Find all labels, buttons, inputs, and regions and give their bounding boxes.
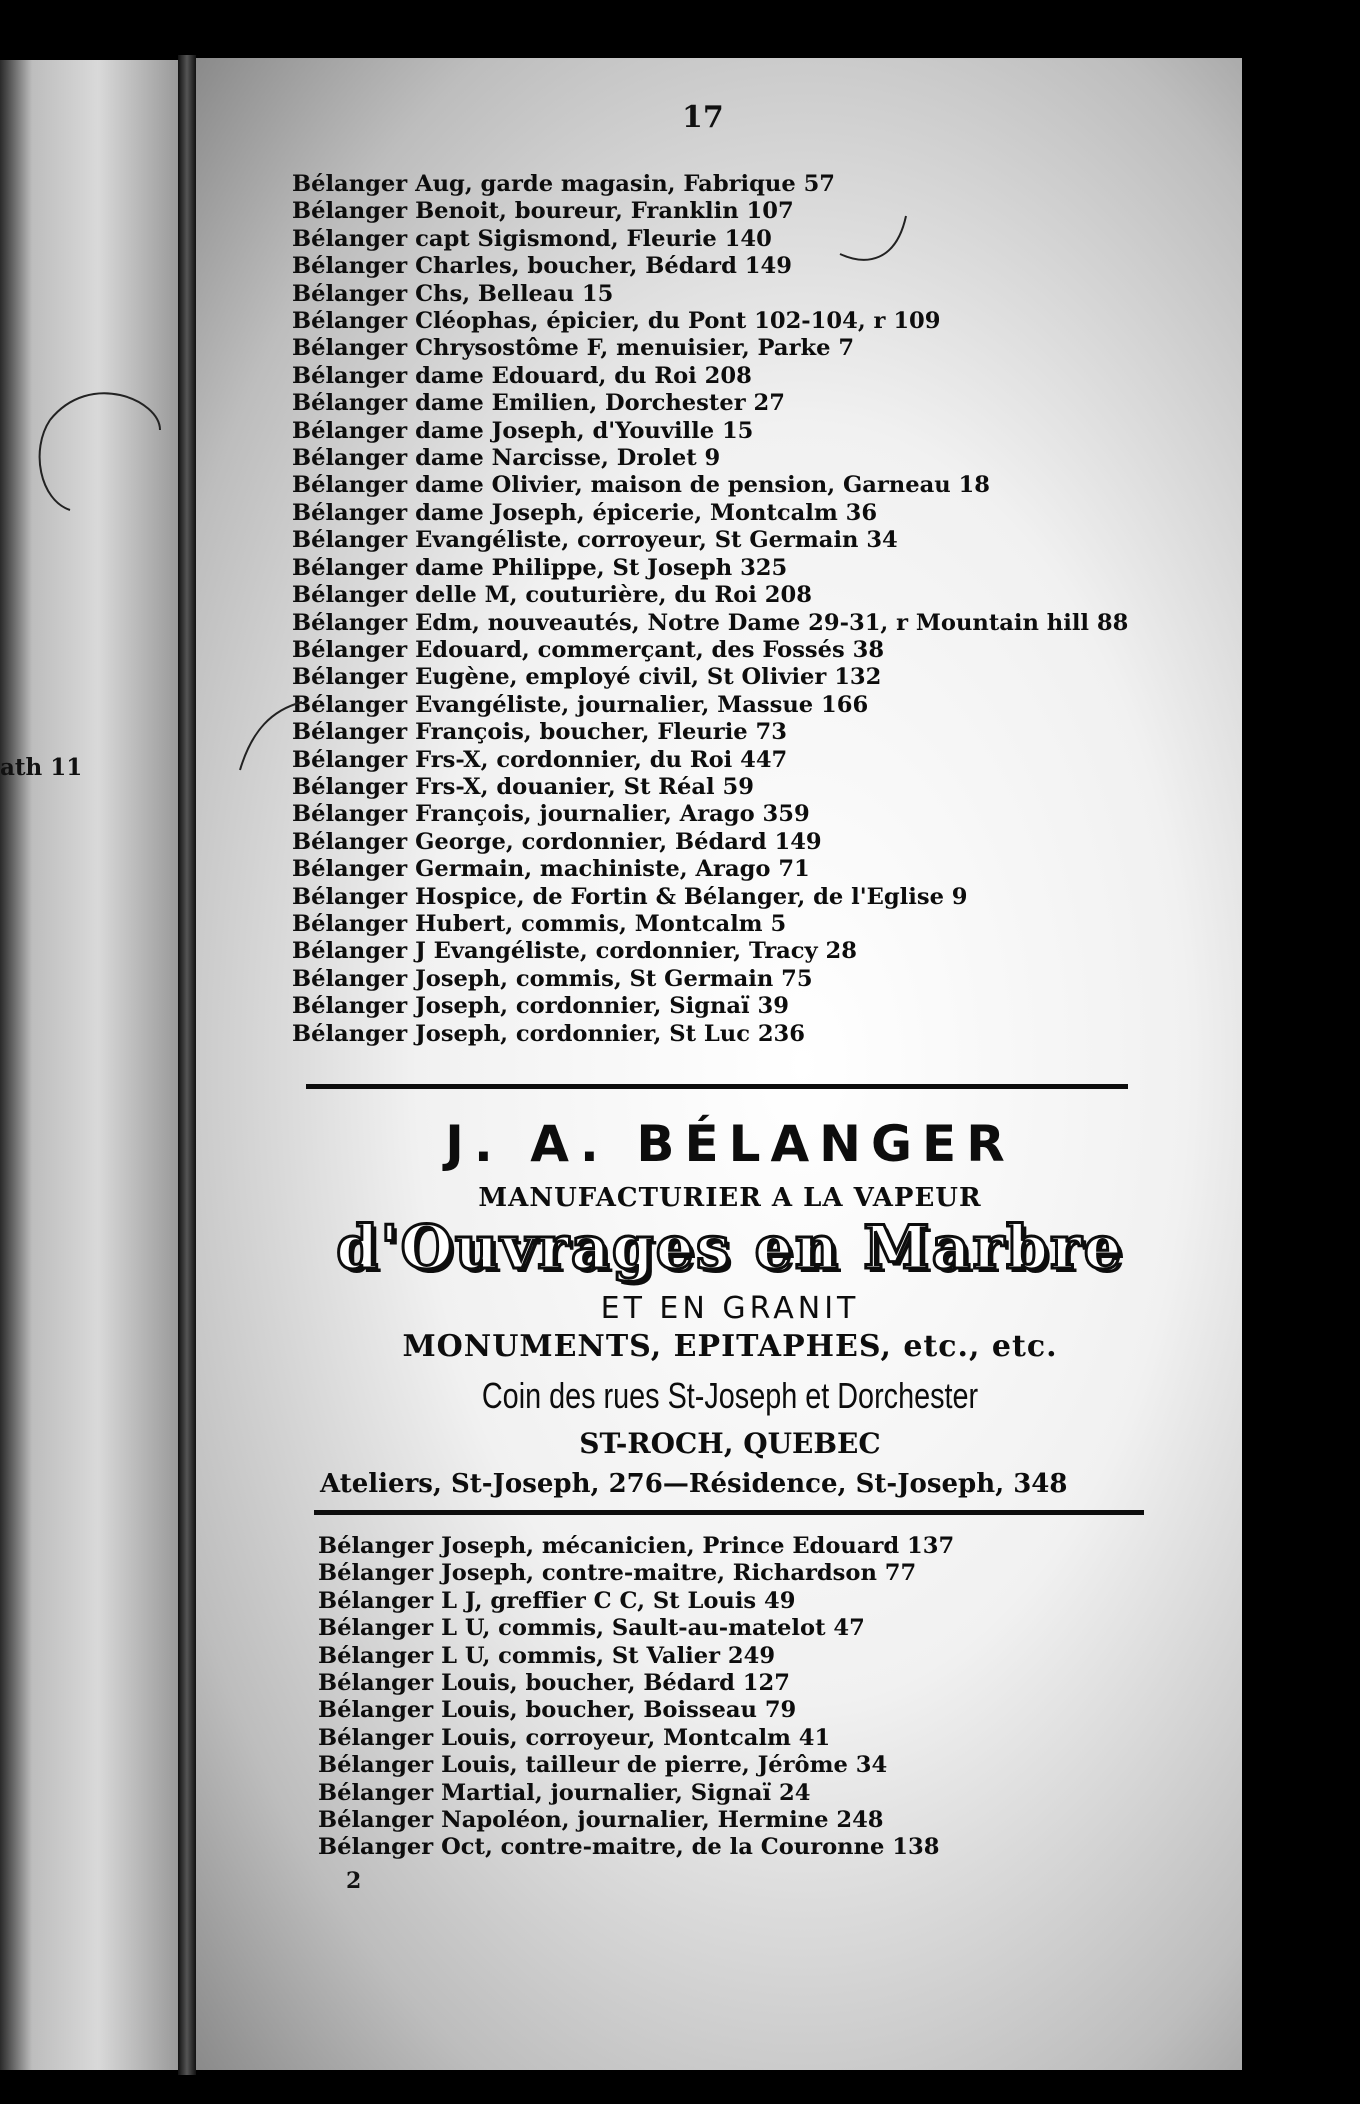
directory-entry: Bélanger Hubert, commis, Montcalm 5 (292, 910, 787, 937)
advertisement (300, 1085, 1160, 1515)
ad-company-name: J. A. BÉLANGER (445, 1115, 1015, 1173)
directory-entry: Bélanger dame Joseph, d'Youville 15 (292, 417, 754, 444)
directory-entry: Bélanger dame Olivier, maison de pension, Garneau 18 (292, 472, 990, 499)
directory-entry: Bélanger dame Joseph, épicerie, Montcalm 36 (292, 499, 878, 526)
directory-entry: Bélanger Louis, tailleur de pierre, Jérôme 34 (318, 1752, 888, 1779)
directory-entry: Bélanger Benoit, boureur, Franklin 107 (292, 198, 794, 225)
directory-entry: Bélanger Evangéliste, corroyeur, St Germain 34 (292, 527, 898, 554)
directory-entry: Bélanger Martial, journalier, Signaï 24 (318, 1779, 811, 1806)
directory-entry: Bélanger dame Narcisse, Drolet 9 (292, 445, 721, 472)
directory-entry: Bélanger Joseph, cordonnier, St Luc 236 (292, 1020, 805, 1047)
directory-entries-bottom (318, 1533, 954, 1862)
ad-subtitle: MANUFACTURIER A LA VAPEUR (478, 1183, 982, 1213)
directory-entry: Bélanger L J, greffier C C, St Louis 49 (318, 1587, 796, 1614)
directory-entry: Bélanger Joseph, mécanicien, Prince Edouard 137 (318, 1533, 955, 1559)
directory-entry: Bélanger dame Philippe, St Joseph 325 (292, 554, 788, 581)
directory-entry: Bélanger Napoléon, journalier, Hermine 248 (318, 1807, 884, 1834)
directory-entries-top (292, 171, 1128, 1048)
ad-ateliers: Ateliers, St-Joseph, 276—Résidence, St-Joseph, 348 (320, 1469, 1068, 1499)
directory-entry: Bélanger Louis, corroyeur, Montcalm 41 (318, 1724, 831, 1751)
directory-entry: Bélanger Chs, Belleau 15 (292, 280, 614, 307)
ad-products: MONUMENTS, EPITAPHES, etc., etc. (402, 1329, 1058, 1364)
directory-entry: Bélanger Oct, contre-maitre, de la Couronne 138 (318, 1834, 940, 1861)
directory-entry: Bélanger Joseph, commis, St Germain 75 (292, 965, 813, 992)
ad-city: ST-ROCH, QUEBEC (579, 1427, 881, 1460)
ad-headline: d'Ouvrages en Marbre (336, 1213, 1124, 1283)
directory-entry: Bélanger Chrysostôme F, menuisier, Parke 7 (292, 335, 855, 362)
directory-entry: Bélanger Hospice, de Fortin & Bélanger, de l'Eglise 9 (292, 883, 968, 910)
directory-entry: Bélanger Louis, boucher, Boisseau 79 (318, 1697, 797, 1724)
directory-entry: Bélanger delle M, couturière, du Roi 208 (292, 582, 812, 609)
directory-entry: Bélanger Eugène, employé civil, St Olivier 132 (292, 664, 882, 691)
directory-entry: Bélanger Charles, boucher, Bédard 149 (292, 253, 792, 280)
pencil-scribble-left (10, 360, 180, 520)
book-spine (178, 55, 196, 2075)
ad-bottom-rule (314, 1510, 1144, 1515)
directory-entry: Bélanger Louis, boucher, Bédard 127 (318, 1670, 790, 1697)
directory-entry: Bélanger J Evangéliste, cordonnier, Tracy 28 (292, 938, 857, 965)
directory-entry: Bélanger Edouard, commerçant, des Fossés 38 (292, 636, 885, 663)
directory-entry: Bélanger Aug, garde magasin, Fabrique 57 (292, 171, 836, 197)
pencil-check-mark (836, 206, 926, 276)
directory-entry: Bélanger Cléophas, épicier, du Pont 102-104, r 109 (292, 308, 941, 335)
directory-entry: Bélanger Joseph, contre-maitre, Richardson 77 (318, 1560, 917, 1587)
page-number: 17 (682, 100, 724, 135)
signature-mark: 2 (346, 1868, 362, 1894)
directory-entry: Bélanger Frs-X, cordonnier, du Roi 447 (292, 746, 788, 773)
pencil-arc-mark (232, 690, 332, 790)
directory-entry: Bélanger Germain, machiniste, Arago 71 (292, 856, 810, 883)
directory-entry: Bélanger dame Edouard, du Roi 208 (292, 362, 752, 389)
ad-granit: ET EN GRANIT (600, 1291, 860, 1326)
directory-entry: Bélanger Joseph, cordonnier, Signaï 39 (292, 993, 789, 1020)
left-page (0, 60, 178, 2070)
directory-entry: Bélanger L U, commis, Sault-au-matelot 47 (318, 1615, 865, 1642)
directory-entry: Bélanger Evangéliste, journalier, Massue 166 (292, 691, 869, 718)
left-page-fragment: ath 11 (0, 754, 83, 781)
ad-address: Coin des rues St-Joseph et Dorchester (481, 1375, 979, 1416)
directory-entry: Bélanger dame Emilien, Dorchester 27 (292, 390, 785, 417)
directory-entry: Bélanger L U, commis, St Valier 249 (318, 1642, 776, 1669)
directory-entry: Bélanger François, journalier, Arago 359 (292, 801, 810, 828)
directory-entry: Bélanger Edm, nouveautés, Notre Dame 29-31, r Mountain hill 88 (292, 609, 1129, 636)
directory-entry: Bélanger capt Sigismond, Fleurie 140 (292, 225, 772, 252)
directory-entry: Bélanger Frs-X, douanier, St Réal 59 (292, 773, 754, 800)
directory-entry: Bélanger George, cordonnier, Bédard 149 (292, 828, 822, 855)
directory-entry: Bélanger François, boucher, Fleurie 73 (292, 719, 787, 746)
